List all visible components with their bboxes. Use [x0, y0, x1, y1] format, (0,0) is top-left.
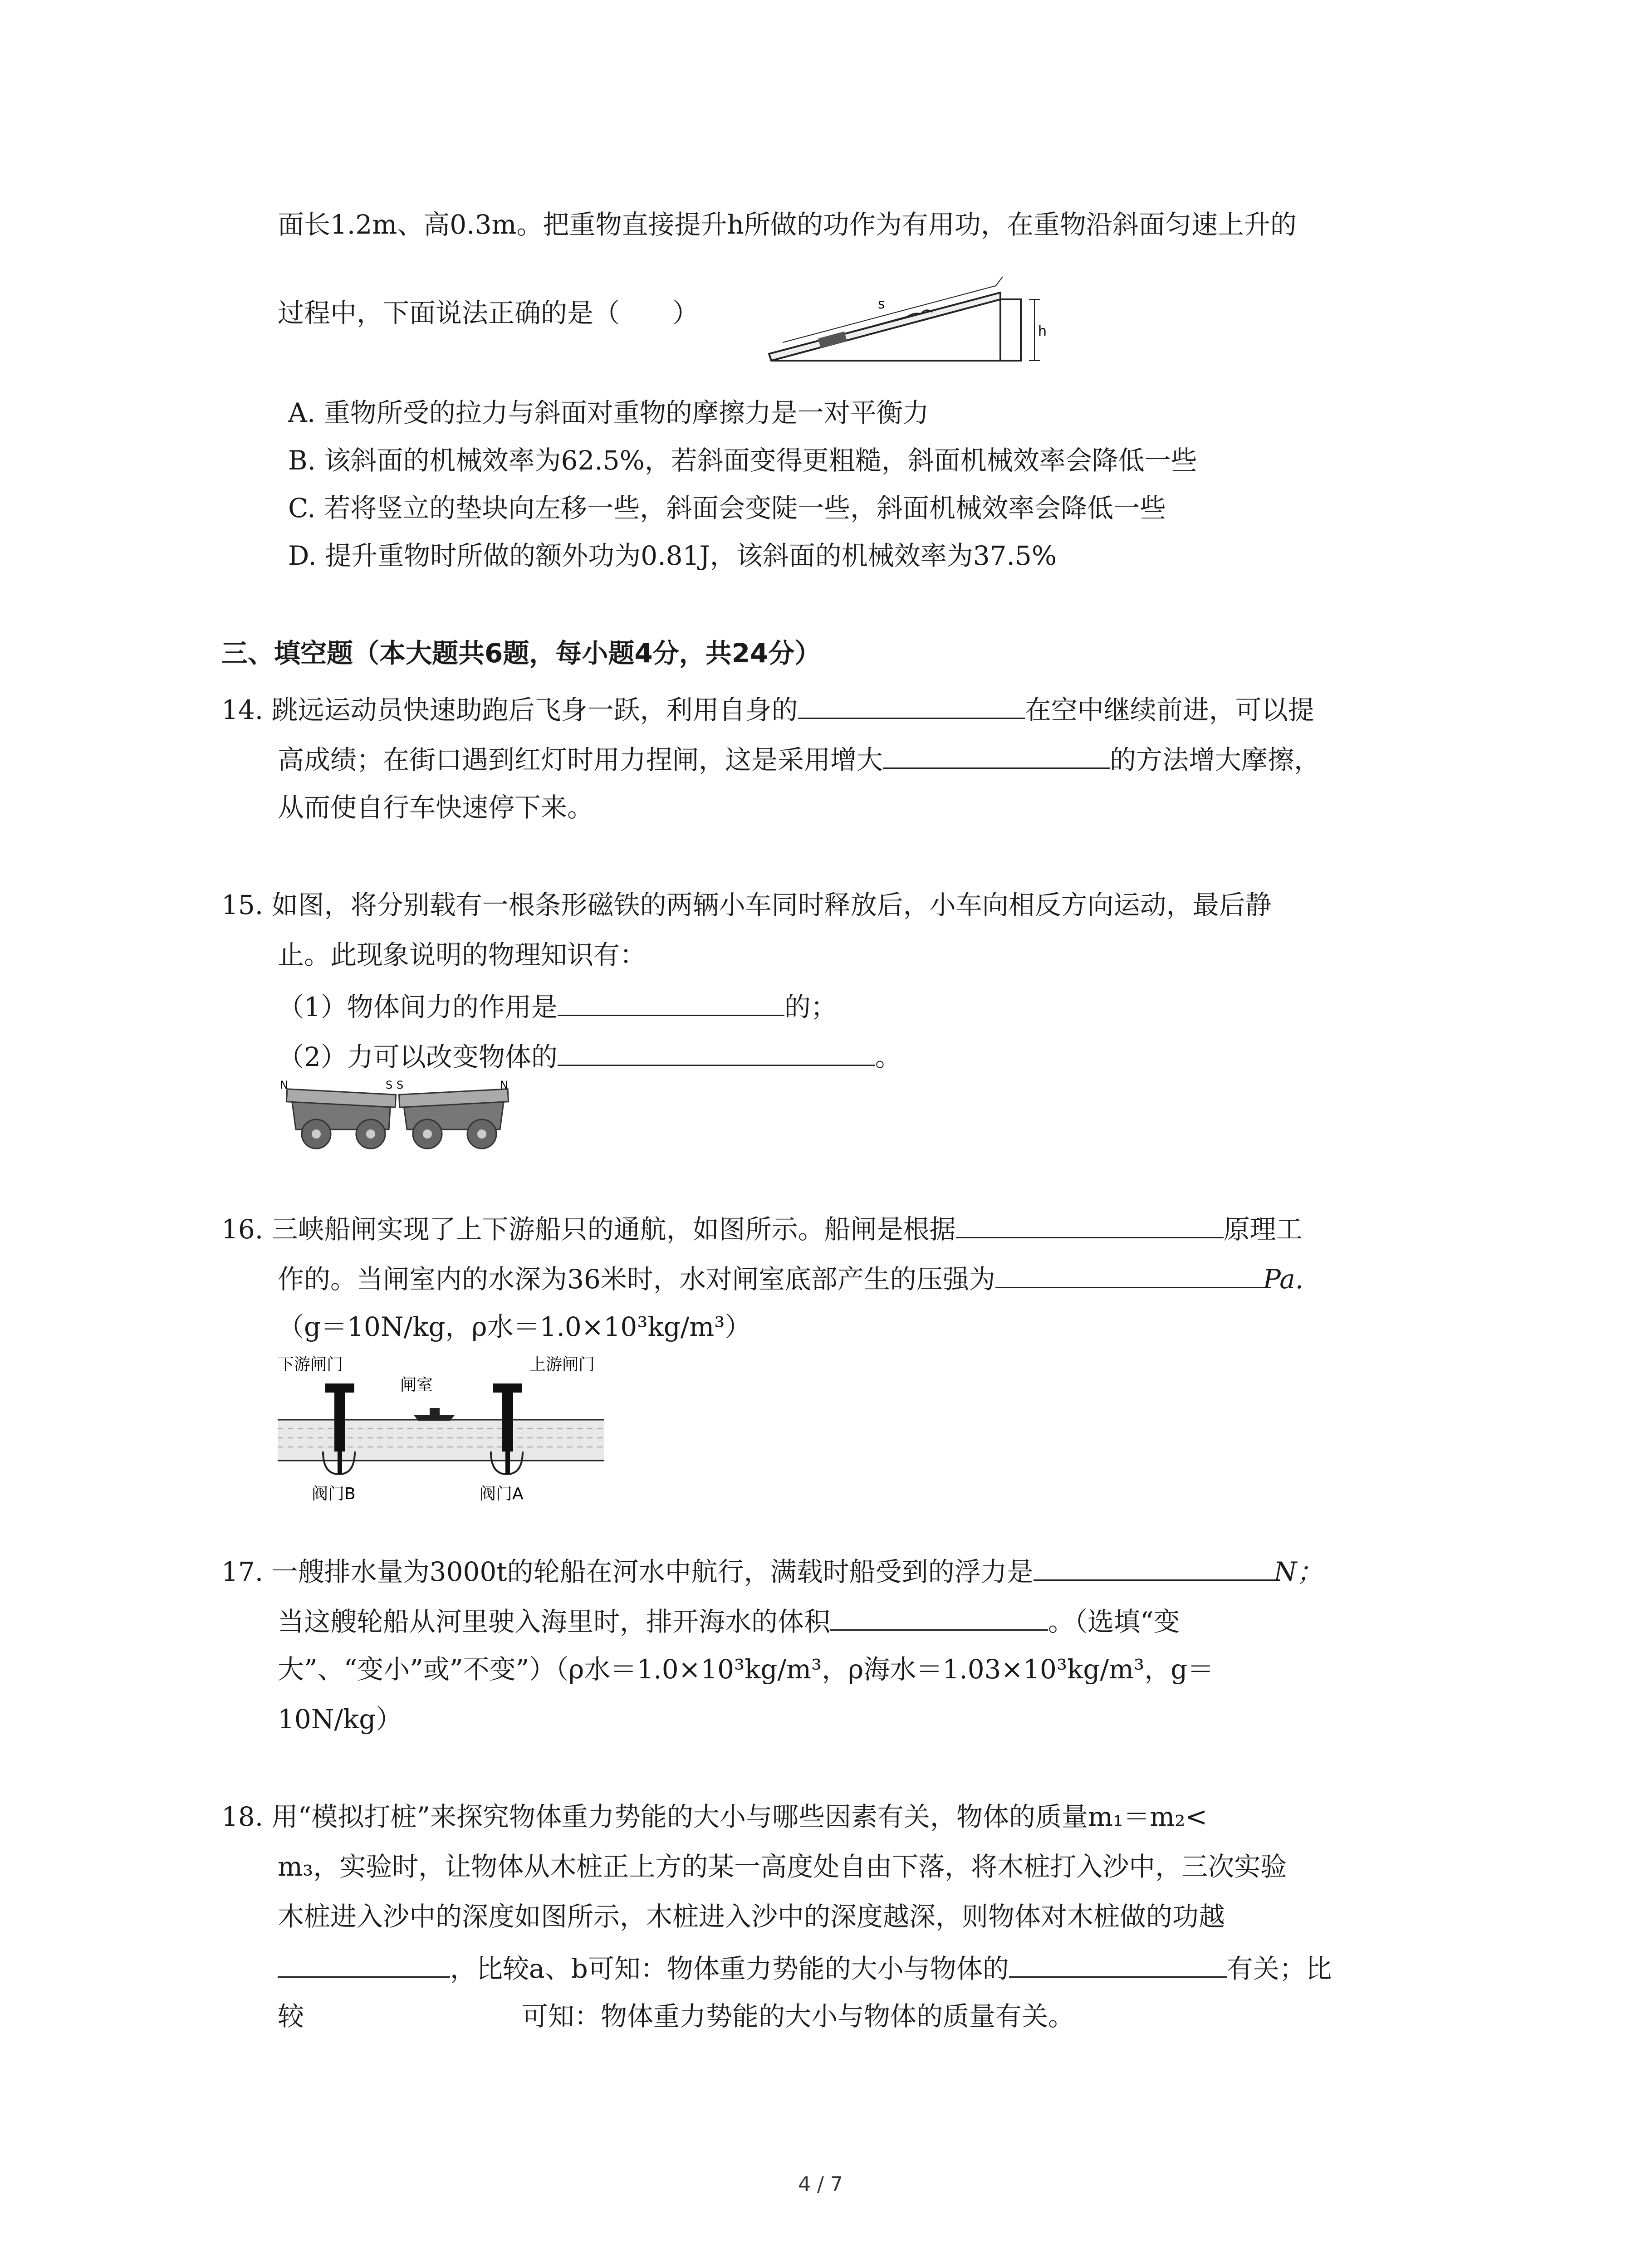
- incline-h-label: h: [1038, 323, 1047, 339]
- lock-label-down-gate: 下游闸门: [278, 1355, 343, 1374]
- q16-blank2[interactable]: [995, 1259, 1263, 1288]
- magnet-label-n2: N: [500, 1079, 508, 1091]
- section-heading: 三、填空题（本大题共6题，每小题4分，共24分）: [221, 638, 821, 669]
- magnet-label-s1: S: [386, 1079, 393, 1091]
- q16-line3: （g＝10N/kg，ρ水＝1.0×10³kg/m³）: [278, 1311, 751, 1342]
- q15-blank1[interactable]: [558, 987, 784, 1016]
- q18-blank1[interactable]: [278, 1948, 450, 1978]
- q14-blank1[interactable]: [798, 689, 1025, 719]
- q18-blank2[interactable]: [1009, 1948, 1227, 1978]
- q13-line1: 面长1.2m、高0.3m。把重物直接提升h所做的功作为有用功，在重物沿斜面匀速上升的: [278, 209, 1297, 240]
- q13-option-b: B. 该斜面的机械效率为62.5%，若斜面变得更粗糙，斜面机械效率会降低一些: [288, 445, 1197, 476]
- q15-line3: （1）物体间力的作用是 的；: [278, 987, 837, 1025]
- q17-blank1[interactable]: [1034, 1551, 1274, 1581]
- q13-option-a: A. 重物所受的拉力与斜面对重物的摩擦力是一对平衡力: [288, 397, 929, 428]
- q13-option-d: D. 提升重物时所做的额外功为0.81J，该斜面的机械效率为37.5%: [288, 540, 1057, 571]
- page-number: 4 / 7: [798, 2173, 843, 2196]
- q15-blank2[interactable]: [558, 1036, 875, 1066]
- q13-line2: 过程中，下面说法正确的是（ ）: [278, 298, 699, 328]
- q16-line1: 16. 三峡船闸实现了上下游船只的通航，如图所示。船闸是根据 原理工: [221, 1209, 1303, 1247]
- q14-blank2[interactable]: [883, 739, 1110, 769]
- ship-lock-figure: [278, 1352, 604, 1501]
- q15-line4: （2）力可以改变物体的 。: [278, 1036, 901, 1075]
- magnet-label-n1: N: [280, 1079, 288, 1091]
- q14-line1: 14. 跳远运动员快速助跑后飞身一跃，利用自身的 在空中继续前进，可以提: [221, 689, 1314, 728]
- incline-figure: [767, 259, 1048, 372]
- incline-s-label: s: [878, 296, 885, 312]
- q18-line1: 18. 用“模拟打桩”来探究物体重力势能的大小与哪些因素有关，物体的质量m₁＝m₂<: [221, 1801, 1208, 1832]
- q16-blank1[interactable]: [956, 1209, 1224, 1238]
- q18-line5: 较 可知：物体重力势能的大小与物体的质量有关。: [278, 2001, 1075, 2032]
- lock-label-chamber: 闸室: [400, 1376, 433, 1394]
- q17-line4: 10N/kg）: [278, 1704, 402, 1735]
- magnet-cars-figure: [278, 1077, 523, 1157]
- q17-line3: 大”、“变小”或”不变”）（ρ水＝1.0×10³kg/m³，ρ海水＝1.03×10³kg/m³，g＝: [278, 1654, 1214, 1685]
- q13-option-c: C. 若将竖立的垫块向左移一些，斜面会变陡一些，斜面机械效率会降低一些: [288, 493, 1166, 523]
- q15-line1: 15. 如图，将分别载有一根条形磁铁的两辆小车同时释放后，小车向相反方向运动，最后静: [221, 890, 1272, 920]
- q18-line2: m₃，实验时，让物体从木桩正上方的某一高度处自由下落，将木桩打入沙中，三次实验: [278, 1851, 1287, 1882]
- lock-label-valve-b: 阀门B: [312, 1485, 356, 1501]
- q16-line2: 作的。当闸室内的水深为36米时，水对闸室底部产生的压强为 Pa.: [278, 1259, 1303, 1297]
- q17-line2: 当这艘轮船从河里驶入海里时，排开海水的体积 。（选填“变: [278, 1601, 1180, 1640]
- q14-line3: 从而使自行车快速停下来。: [278, 792, 594, 823]
- q17-blank2[interactable]: [830, 1601, 1048, 1631]
- q15-line2: 止。此现象说明的物理知识有：: [278, 939, 647, 970]
- magnet-label-s2: S: [397, 1079, 404, 1091]
- q17-line1: 17. 一艘排水量为3000t的轮船在河水中航行，满载时船受到的浮力是 N；: [221, 1551, 1323, 1590]
- lock-label-up-gate: 上游闸门: [529, 1355, 595, 1374]
- q18-line4: ，比较a、b可知：物体重力势能的大小与物体的 有关；比: [278, 1948, 1332, 1987]
- lock-label-valve-a: 阀门A: [480, 1485, 524, 1501]
- q14-line2: 高成绩；在街口遇到红灯时用力捏闸，这是采用增大 的方法增大摩擦，: [278, 739, 1320, 778]
- q18-line3: 木桩进入沙中的深度如图所示，木桩进入沙中的深度越深，则物体对木桩做的功越: [278, 1901, 1225, 1932]
